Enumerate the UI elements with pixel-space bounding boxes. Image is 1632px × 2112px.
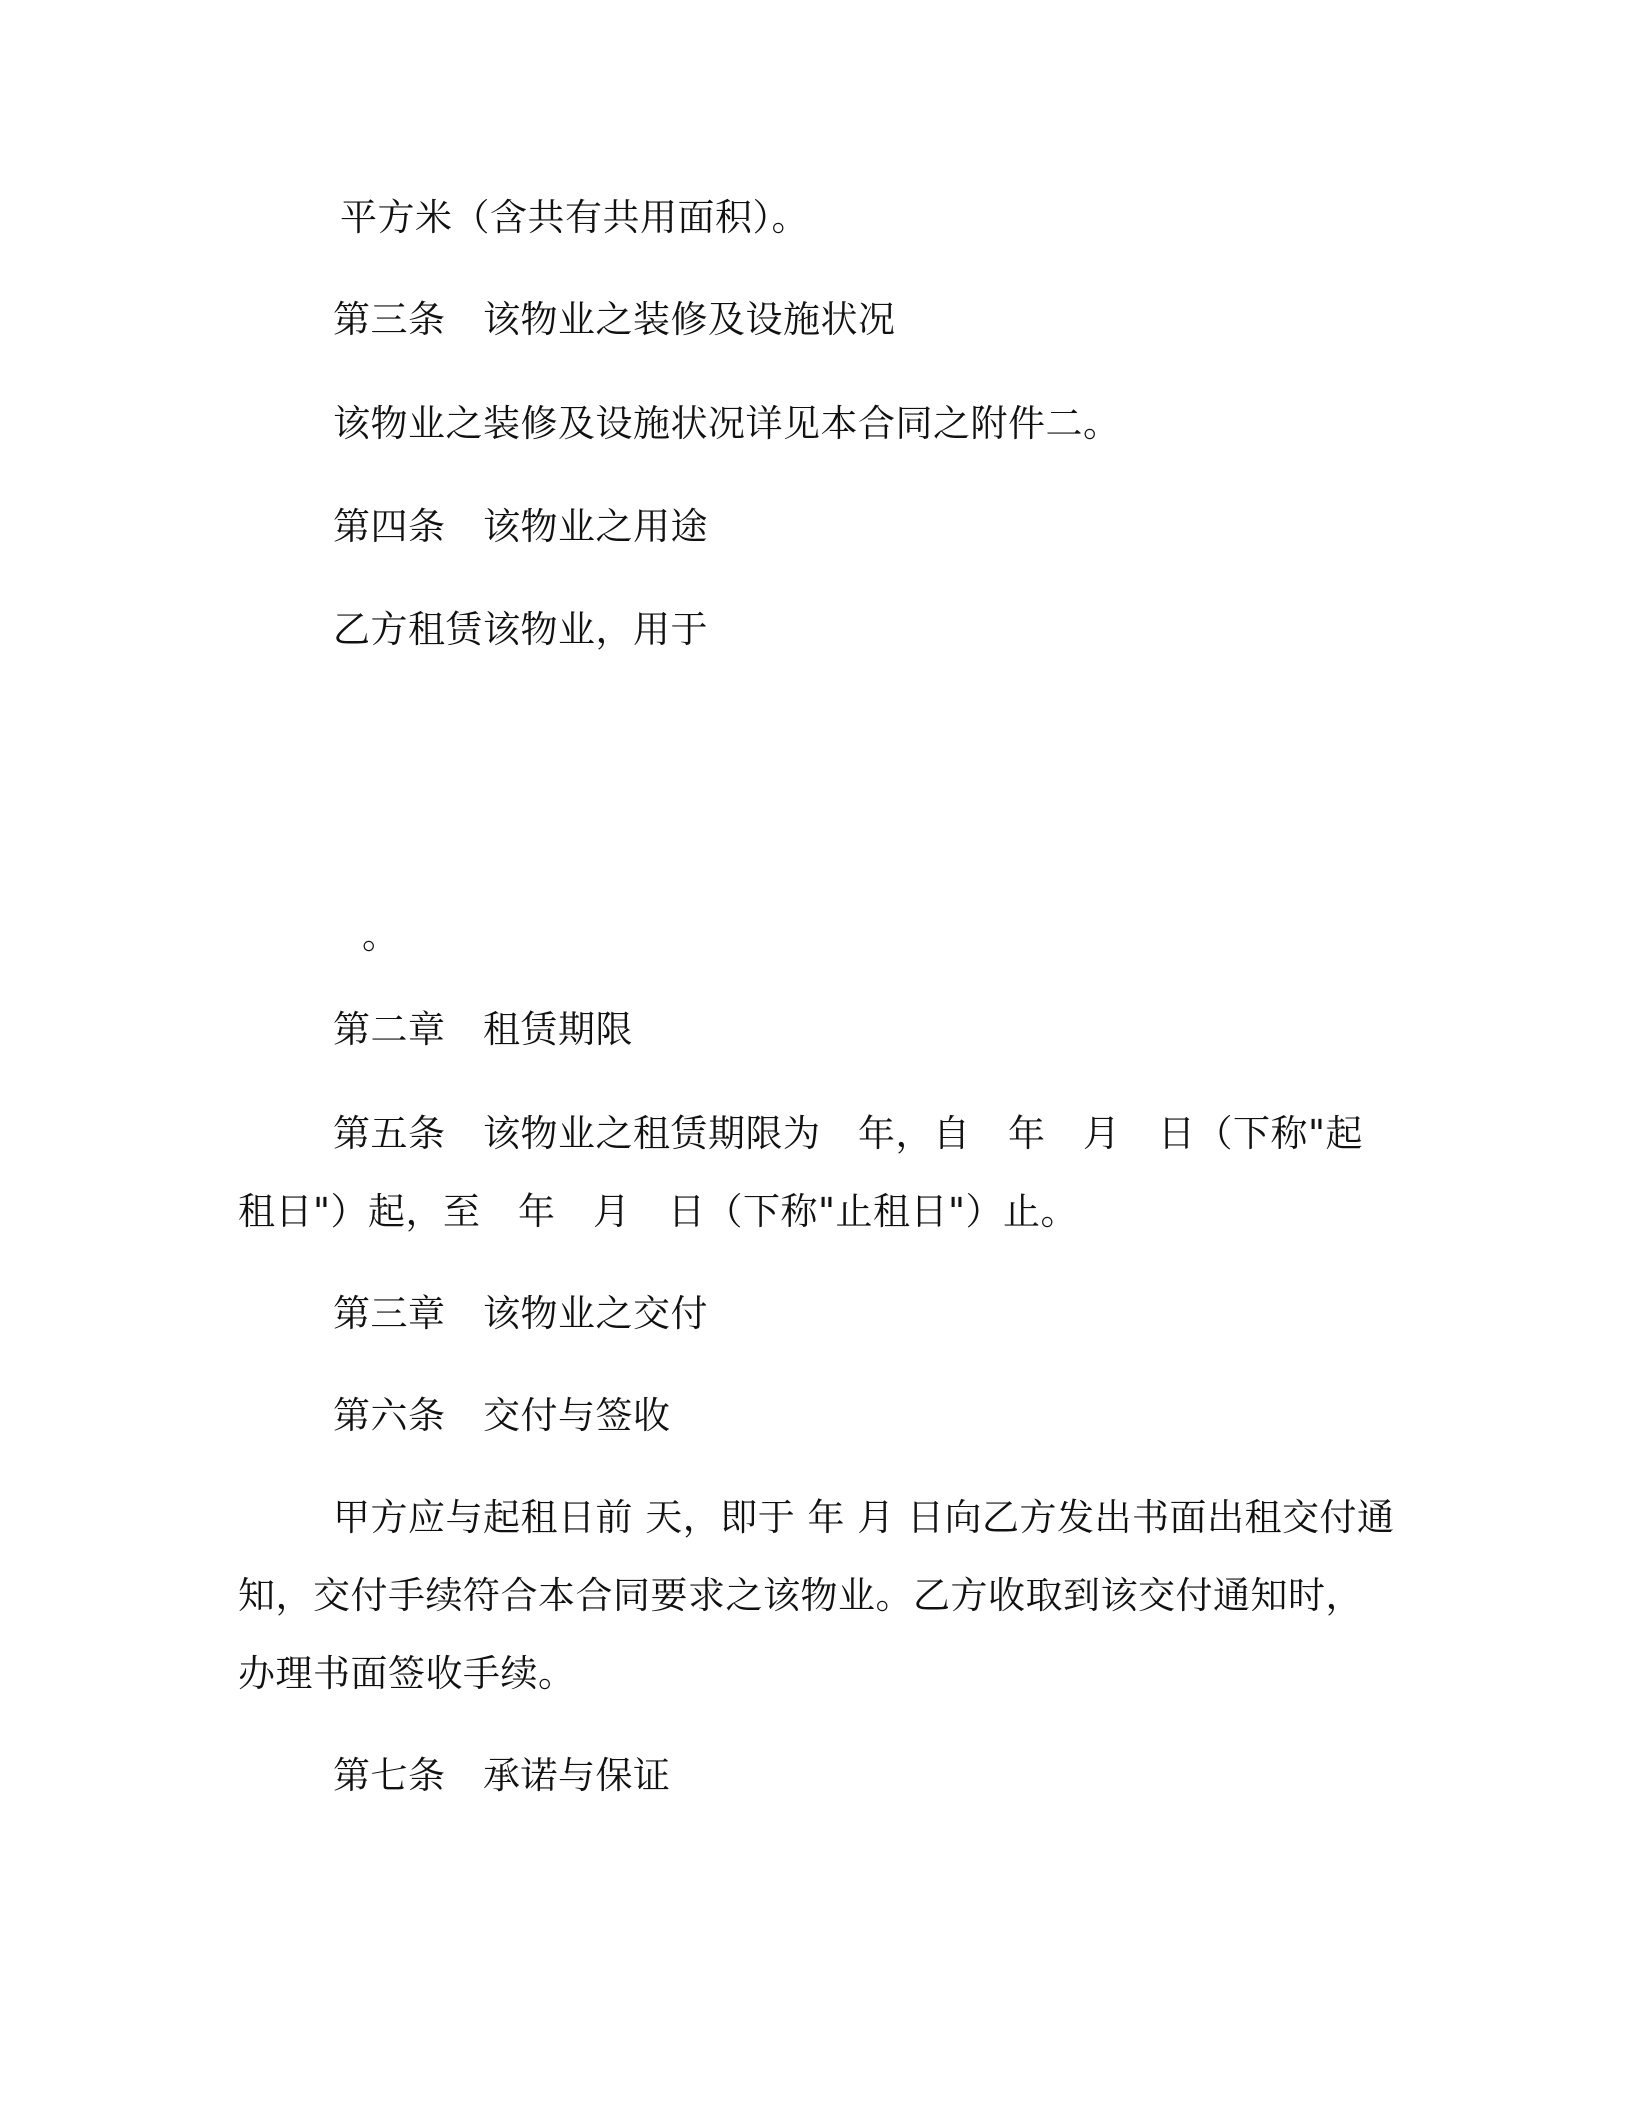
text-line: 乙方租赁该物业，用于 [333,608,708,651]
text-line: 租日"）起，至 年 月 日（下称"止租日"）止。 [238,1190,1079,1233]
chapter-heading: 第三章 该物业之交付 [333,1292,708,1335]
text-line: 。 [362,914,400,957]
text-line: 办理书面签收手续。 [238,1652,576,1695]
text-line: 甲方应与起租日前 天，即于 年 月 日向乙方发出书面出租交付通 [333,1496,1395,1539]
article-heading: 第四条 该物业之用途 [333,505,708,548]
text-line: 知，交付手续符合本合同要求之该物业。乙方收取到该交付通知时， [238,1574,1363,1617]
text-line: 该物业之装修及设施状况详见本合同之附件二。 [333,402,1121,445]
article-heading: 第三条 该物业之装修及设施状况 [333,298,896,341]
article-heading: 第六条 交付与签收 [333,1394,671,1437]
article-text: 第五条 该物业之租赁期限为 年，自 年 月 日（下称"起 [333,1112,1364,1155]
article-heading: 第七条 承诺与保证 [333,1754,671,1797]
chapter-heading: 第二章 租赁期限 [333,1008,633,1051]
text-line: 平方米（含共有共用面积）。 [340,196,809,239]
